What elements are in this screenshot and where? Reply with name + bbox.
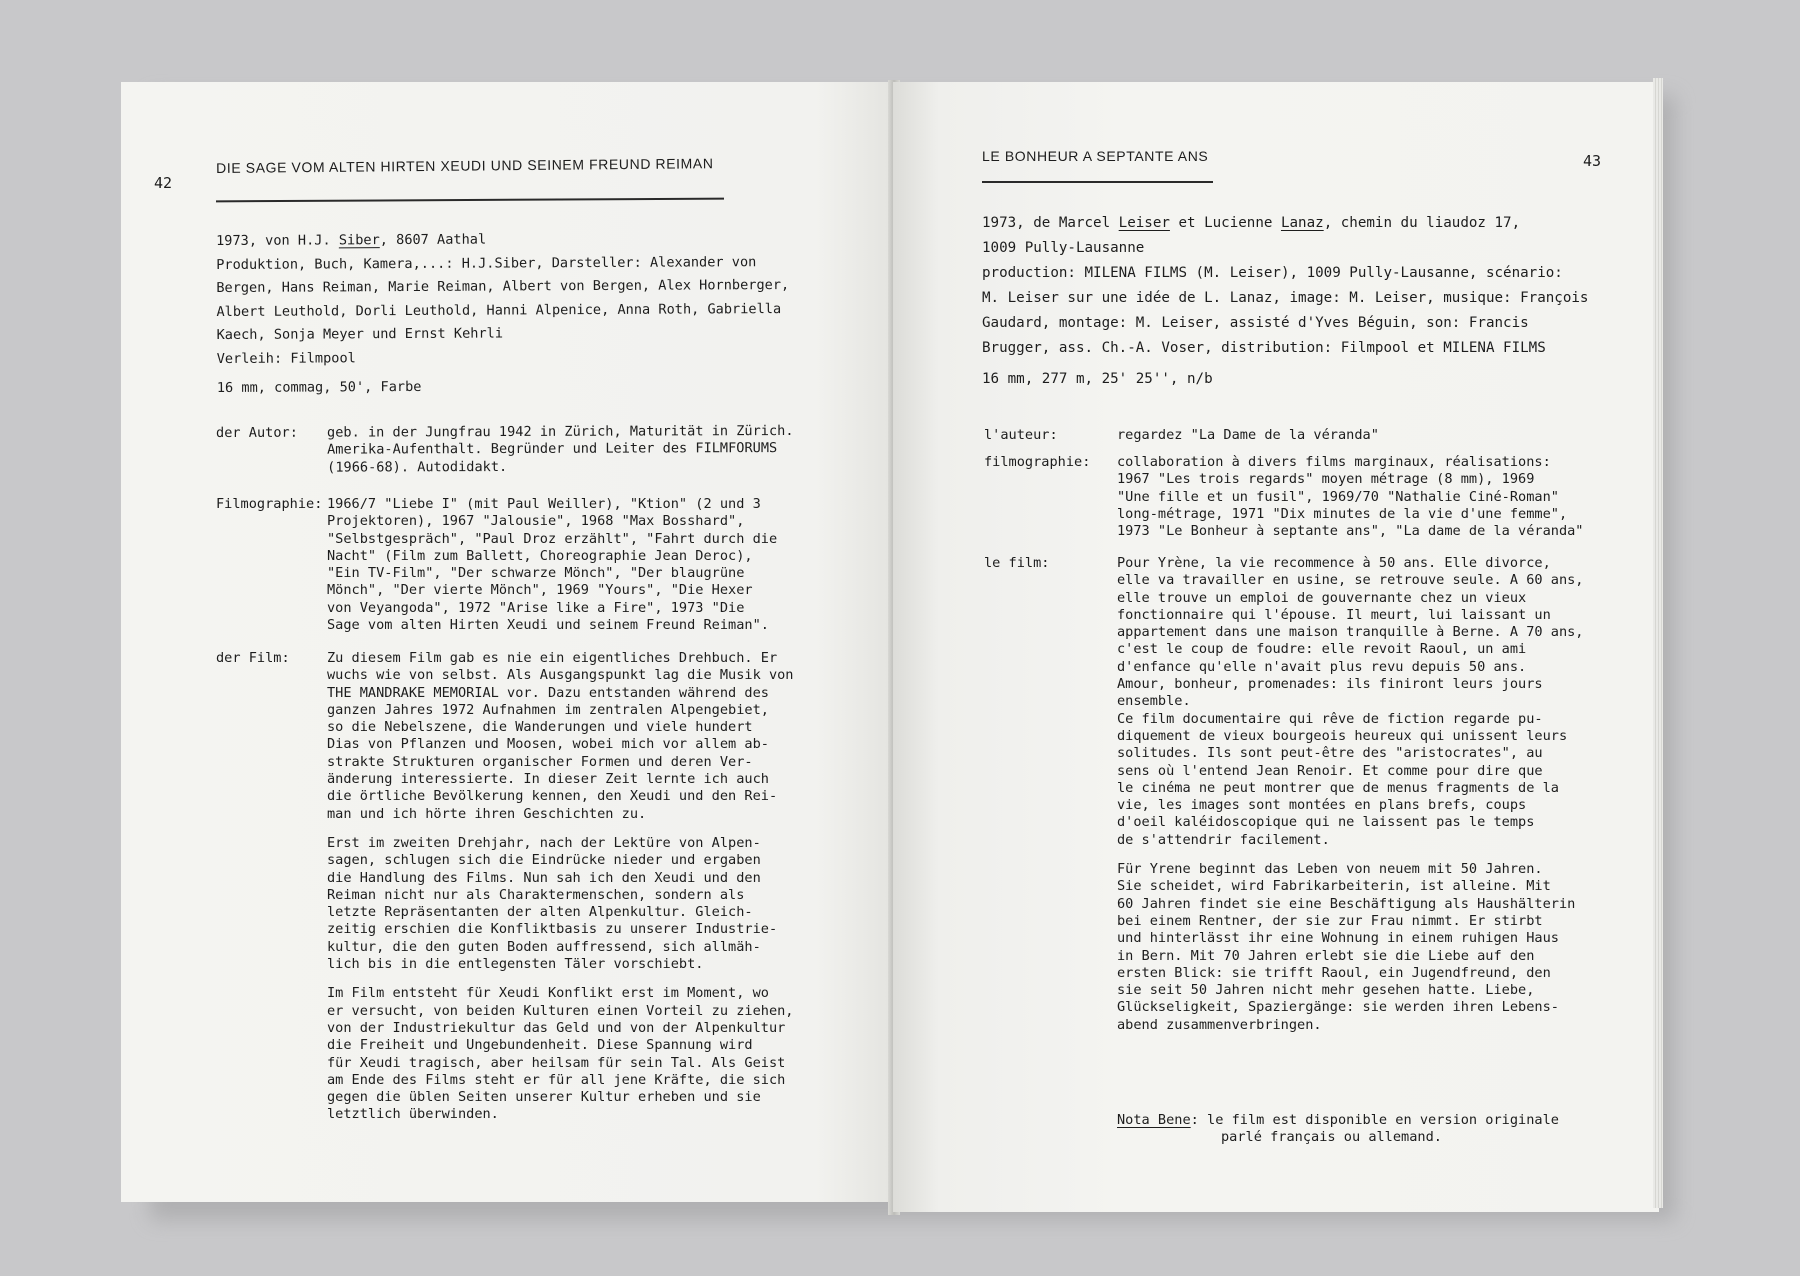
text-line: letztlich überwinden. xyxy=(327,1106,499,1123)
nota-bene-line xyxy=(1117,1112,1559,1129)
text-line: Projektoren), 1967 "Jalousie", 1968 "Max Bosshard", xyxy=(327,513,745,530)
text-line: (1966-68). Autodidakt. xyxy=(327,458,508,476)
text-line: die Freiheit und Ungebundenheit. Diese Spannung wird xyxy=(327,1037,753,1054)
text-line: "Une fille et un fusil", 1969/70 "Nathalie Ciné-Roman" xyxy=(1117,488,1559,505)
nota-bene xyxy=(1117,1112,1559,1147)
text-line: strakte Strukturen organischer Formen und deren Ver- xyxy=(327,753,753,770)
credit-line: 1973, von H.J. Siber, 8607 Aathal xyxy=(216,231,487,249)
text-line: die Handlung des Films. Nun sah ich den Xeudi und den xyxy=(327,869,761,886)
text-line: fonctionnaire qui l'épouse. Il meurt, lui laissant un xyxy=(1117,606,1551,623)
text-line: sie seit 50 Jahren nicht mehr gesehen hatte. Liebe, xyxy=(1117,982,1535,999)
credit-line: 1973, de Marcel Leiser et Lucienne Lanaz, chemin du liaudoz 17, xyxy=(982,215,1521,231)
text-line: 1967 "Les trois regards" moyen métrage (8 mm), 1969 xyxy=(1117,471,1535,488)
nota-bene-label: Nota Bene xyxy=(1117,1112,1191,1128)
text-line: Dias von Pflanzen und Moosen, wobei mich vor allem ab- xyxy=(327,736,769,753)
title-rule-right xyxy=(982,181,1213,183)
text-line: appartement dans une maison tranquille à Berne. A 70 ans, xyxy=(1117,624,1584,641)
text-line: "Ein TV-Film", "Der schwarze Mönch", "Der blaugrüne xyxy=(327,565,745,582)
text-line: kultur, die den guten Boden auffressend, sich allmäh- xyxy=(327,938,761,955)
film-paragraph xyxy=(1117,555,1584,849)
text-line: von der Industriekultur das Geld und von der Alpenkultur xyxy=(327,1019,786,1036)
autor-text xyxy=(327,423,794,477)
text-line: ersten Blick: sie trifft Raoul, ein Jugendfreund, den xyxy=(1117,964,1551,981)
text-line: regardez "La Dame de la véranda" xyxy=(1117,427,1379,443)
nota-bene-text: : le film est disponible en version originale xyxy=(1190,1112,1559,1128)
page-title-left: DIE SAGE VOM ALTEN HIRTEN XEUDI UND SEINEM FREUND REIMAN xyxy=(216,155,714,176)
text-line: Amour, bonheur, promenades: ils finiront leurs jours xyxy=(1117,676,1543,693)
film-paragraph xyxy=(327,985,794,1123)
right-page xyxy=(893,82,1659,1212)
filmographie-label-left: Filmographie: xyxy=(216,496,323,512)
text-line: letzte Repräsentanten der alten Alpenkultur. Gleich- xyxy=(327,904,753,921)
text-line: Nacht" (Film zum Ballett, Choreographie Jean Deroc), xyxy=(327,547,753,564)
credit-line: Brugger, ass. Ch.-A. Voser, distribution: Filmpool et MILENA FILMS xyxy=(982,340,1546,356)
text-line: in Bern. Mit 70 Jahren erlebt sie die Liebe auf den xyxy=(1117,947,1535,964)
text-line: Glückseligkeit, Spaziergänge: sie werden ihren Lebens- xyxy=(1117,999,1559,1016)
auteur-text xyxy=(1117,427,1379,444)
credit-line: production: MILENA FILMS (M. Leiser), 1009 Pully-Lausanne, scénario: xyxy=(982,265,1563,281)
credit-line: M. Leiser sur une idée de L. Lanaz, image: M. Leiser, musique: François xyxy=(982,290,1589,306)
text-line: ensemble. xyxy=(1117,693,1191,710)
text-line: für Xeudi tragisch, aber heilsam für sein Tal. Als Geist xyxy=(327,1054,786,1071)
text-line: 60 Jahren findet sie eine Beschäftigung als Haushälterin xyxy=(1117,895,1576,912)
credit-line: Verleih: Filmpool xyxy=(216,349,356,367)
credit-line: 16 mm, commag, 50', Farbe xyxy=(216,378,422,396)
text-line: le cinéma ne peut montrer que de menus fragments de la xyxy=(1117,779,1559,796)
text-line: von Veyangoda", 1972 "Arise like a Fire", 1973 "Die xyxy=(327,599,745,616)
text-line: sagen, schlugen sich die Eindrücke nieder und ergaben xyxy=(327,852,761,869)
text-line: Zu diesem Film gab es nie ein eigentliches Drehbuch. Er xyxy=(327,650,778,666)
text-line: solitudes. Ils sont peut-être des "aristocrates", au xyxy=(1117,745,1543,762)
credit-line: Kaech, Sonja Meyer und Ernst Kehrli xyxy=(216,325,504,343)
text-line: elle va travailler en usine, se retrouve seule. A 60 ans, xyxy=(1117,572,1584,589)
text-line: diquement de vieux bourgeois heureux qui unissent leurs xyxy=(1117,727,1568,744)
page-number-right: 43 xyxy=(1583,152,1602,170)
filmographie-text-right xyxy=(1117,454,1584,540)
credit-line: Bergen, Hans Reiman, Marie Reiman, Albert von Bergen, Alex Hornberger, xyxy=(216,276,790,296)
credits-block-right xyxy=(982,211,1588,392)
text-line: de s'attendrir facilement. xyxy=(1117,831,1330,848)
text-line: man und ich hörte ihren Geschichten zu. xyxy=(327,805,647,822)
text-line: wuchs wie von selbst. Als Ausgangspunkt lag die Musik von xyxy=(327,667,794,684)
text-line: am Ende des Films steht er für all jene Kräfte, die sich xyxy=(327,1071,786,1088)
text-line: 1973 "Le Bonheur à septante ans", "La dame de la véranda" xyxy=(1117,523,1584,540)
text-line: gegen die üblen Seiten unserer Kultur erheben und sie xyxy=(327,1089,761,1106)
text-line: Sage vom alten Hirten Xeudi und seinem Freund Reiman". xyxy=(327,617,769,634)
film-paragraph xyxy=(327,835,794,973)
text-line: änderung interessierte. In dieser Zeit lernte ich auch xyxy=(327,771,769,788)
nota-bene-line-2: parlé français ou allemand. xyxy=(1221,1129,1442,1146)
text-line: d'enfance qu'elle n'avait plus revu depuis 50 ans. xyxy=(1117,658,1527,675)
autor-label: der Autor: xyxy=(216,424,298,441)
text-line: er versucht, von beiden Kulturen einen Vorteil zu ziehen, xyxy=(327,1002,794,1019)
filmographie-label-right: filmographie: xyxy=(984,454,1091,470)
text-line: Reiman nicht nur als Charaktermenschen, sondern als xyxy=(327,886,745,903)
text-line: Amerika-Aufenthalt. Begründer und Leiter des FILMFORUMS xyxy=(327,440,778,458)
film-text-right xyxy=(1117,555,1584,1046)
page-edges xyxy=(1653,78,1663,1208)
page-title-right: LE BONHEUR A SEPTANTE ANS xyxy=(982,148,1209,164)
film-label-right: le film: xyxy=(984,555,1050,571)
text-line: sens où l'entend Jean Renoir. Et comme pour dire que xyxy=(1117,762,1543,779)
text-line: geb. in der Jungfrau 1942 in Zürich, Maturität in Zürich. xyxy=(326,422,794,441)
text-line: Ce film documentaire qui rêve de fiction regarde pu- xyxy=(1117,710,1543,727)
film-paragraph xyxy=(327,650,794,823)
text-line: Sie scheidet, wird Fabrikarbeiterin, ist alleine. Mit xyxy=(1117,878,1551,895)
text-line: Im Film entsteht für Xeudi Konflikt erst im Moment, wo xyxy=(327,985,769,1002)
credits-block-left xyxy=(216,227,790,400)
text-line: abend zusammenverbringen. xyxy=(1117,1016,1322,1033)
credit-line: Produktion, Buch, Kamera,...: H.J.Siber, Darsteller: Alexander von xyxy=(216,253,757,273)
text-line: "Selbstgespräch", "Paul Droz erzählt", "Fahrt durch die xyxy=(327,530,778,547)
text-line: Erst im zweiten Drehjahr, nach der Lektüre von Alpen- xyxy=(327,834,761,851)
text-line: c'est le coup de foudre: elle revoit Raoul, un ami xyxy=(1117,641,1527,658)
text-line: ganzen Jahres 1972 Aufnahmen im zentralen Alpengebiet, xyxy=(327,701,769,718)
text-line: d'oeil kaléidoscopique qui ne laissent pas le temps xyxy=(1117,814,1535,831)
page-number-left: 42 xyxy=(154,174,173,192)
credit-line: Gaudard, montage: M. Leiser, assisté d'Yves Béguin, son: Francis xyxy=(982,315,1529,331)
text-line: die örtliche Bevölkerung kennen, den Xeudi und den Rei- xyxy=(327,788,778,805)
text-line: zeitig erschien die Konfliktbasis zu unserer Industrie- xyxy=(327,921,778,938)
text-line: Für Yrene beginnt das Leben von neuem mit 50 Jahren. xyxy=(1117,861,1543,878)
text-line: 1966/7 "Liebe I" (mit Paul Weiller), "Ktion" (2 und 3 xyxy=(327,496,761,512)
text-line: lich bis in die entlegensten Täler vorschiebt. xyxy=(327,956,704,973)
credit-line: 1009 Pully-Lausanne xyxy=(982,240,1145,256)
film-text-left xyxy=(327,650,794,1136)
text-line: Mönch", "Der vierte Mönch", 1969 "Yours", "Die Hexer xyxy=(327,582,753,599)
text-line: long-métrage, 1971 "Dix minutes de la vie d'une femme", xyxy=(1117,505,1568,522)
film-label-left: der Film: xyxy=(216,650,290,666)
film-paragraph xyxy=(1117,861,1584,1034)
credit-line: Albert Leuthold, Dorli Leuthold, Hanni Alpenice, Anna Roth, Gabriella xyxy=(216,300,782,320)
auteur-label: l'auteur: xyxy=(984,427,1058,443)
text-line: vie, les images sont montées en plans brefs, coups xyxy=(1117,797,1527,814)
text-line: THE MANDRAKE MEMORIAL vor. Dazu entstanden während des xyxy=(327,684,769,701)
text-line: bei einem Rentner, der sie zur Frau nimmt. Er stirbt xyxy=(1117,912,1543,929)
text-line: so die Nebelszene, die Wanderungen und viele hundert xyxy=(327,719,753,736)
text-line: collaboration à divers films marginaux, réalisations: xyxy=(1117,454,1551,470)
filmographie-text-left xyxy=(327,496,777,634)
text-line: und hinterlässt ihr eine Wohnung in einem ruhigen Haus xyxy=(1117,930,1559,947)
left-page xyxy=(121,82,893,1202)
title-rule-left xyxy=(216,198,724,202)
text-line: Pour Yrène, la vie recommence à 50 ans. Elle divorce, xyxy=(1117,555,1551,571)
text-line: elle trouve un emploi de gouvernante chez un vieux xyxy=(1117,589,1527,606)
credit-line: 16 mm, 277 m, 25' 25'', n/b xyxy=(982,371,1213,387)
